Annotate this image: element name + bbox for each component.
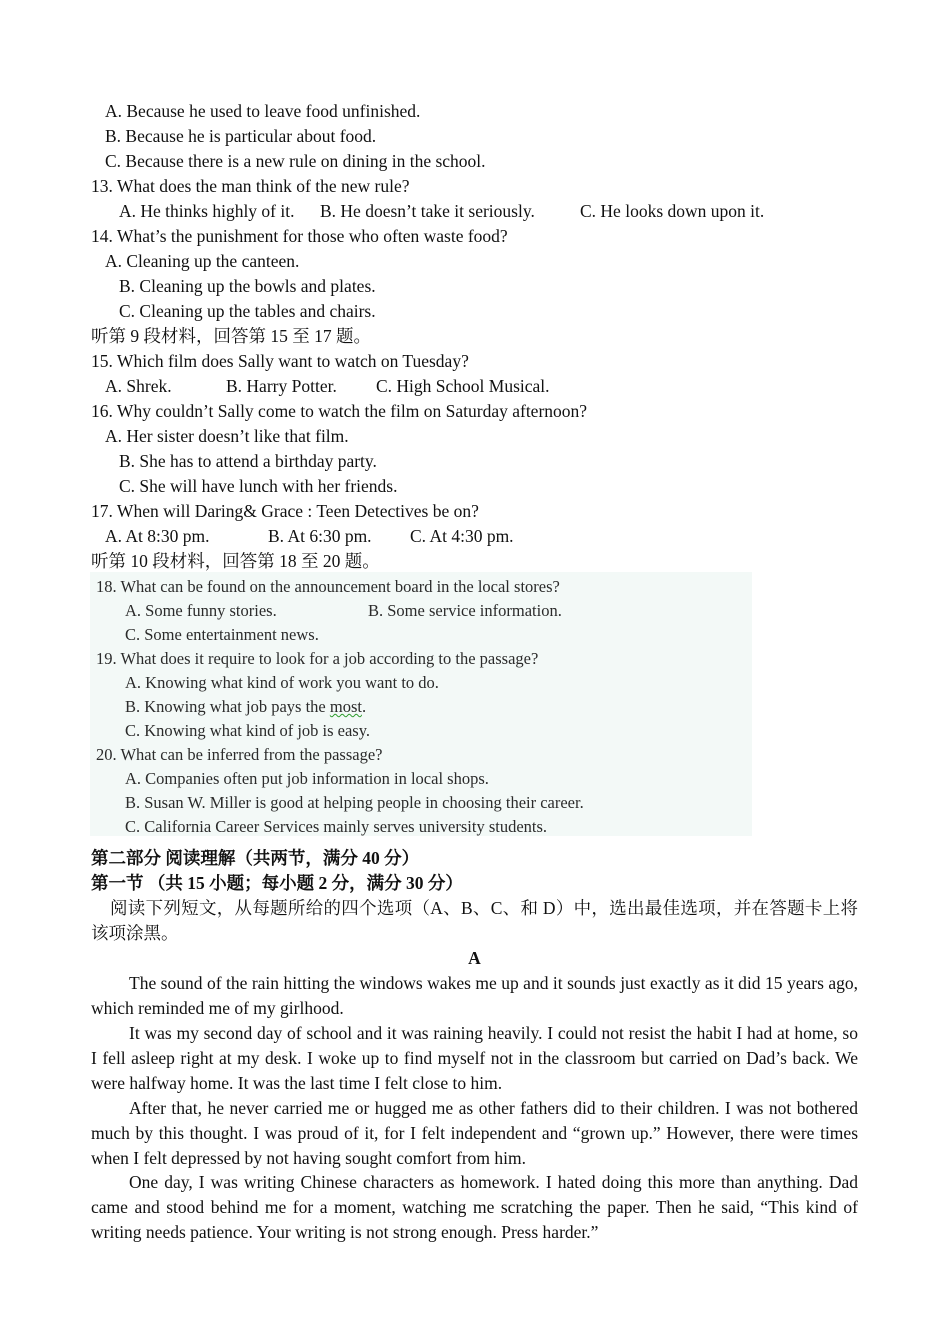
q13-option-c: C. He looks down upon it.: [580, 201, 765, 221]
q15-option-b: B. Harry Potter.: [226, 376, 337, 396]
passage-paragraph-1: The sound of the rain hitting the windows wakes me up and it sounds just exactly as it did 15 years ago, which reminded me of my girlhood.: [91, 973, 858, 1018]
passage-paragraph-4: One day, I was writing Chinese characters as homework. I hated doing this more than anything. Dad came and stood behind me for a moment, watching me scratching the paper. Then he said, “This kind of writing needs patience. Your writing is not strong enough. Press harder.”: [91, 1172, 858, 1242]
q19-option-b: [125, 694, 366, 719]
section-10-instruction: 听第 10 段材料，回答第 18 至 20 题。: [91, 551, 380, 571]
q19-option-b-end: .: [361, 697, 367, 716]
q16-option-a: A. Her sister doesn’t like that film.: [105, 426, 349, 446]
q13-option-a: A. He thinks highly of it.: [119, 201, 295, 221]
passage-paragraph-3: After that, he never carried me or hugged me as other fathers did to their children. I was not bothered much by this thought. I was proud of it, for I felt independent and “grown up.” However, there were times when I felt depressed by not having sought comfort from him.: [91, 1098, 858, 1168]
q12-option-a: A. Because he used to leave food unfinished.: [105, 101, 421, 121]
scanned-questions-image: [90, 572, 752, 836]
q14-option-a: A. Cleaning up the canteen.: [105, 251, 300, 271]
q20-option-c: C. California Career Services mainly serves university students.: [125, 817, 548, 836]
q17-option-c: C. At 4:30 pm.: [410, 526, 514, 546]
q16-option-b: B. She has to attend a birthday party.: [119, 451, 377, 471]
q14-question: 14. What’s the punishment for those who often waste food?: [91, 226, 508, 246]
q20-option-a: A. Companies often put job information in local shops.: [125, 769, 489, 788]
q13-option-b: B. He doesn’t take it seriously.: [320, 201, 535, 221]
section-9-instruction: 听第 9 段材料，回答第 15 至 17 题。: [91, 326, 371, 346]
q19-option-c: C. Knowing what kind of job is easy.: [125, 721, 371, 740]
q14-option-b: B. Cleaning up the bowls and plates.: [119, 276, 376, 296]
part2-instructions: 阅读下列短文，从每题所给的四个选项（A、B、C、和 D）中，选出最佳选项，并在答题卡上将该项涂黑。: [91, 898, 858, 943]
passage-label: A: [468, 948, 481, 968]
q18-question: 18. What can be found on the announcement board in the local stores?: [96, 577, 560, 596]
q19-question: 19. What does it require to look for a job according to the passage?: [96, 649, 539, 668]
q13-question: 13. What does the man think of the new rule?: [91, 176, 410, 196]
q18-option-c: C. Some entertainment news.: [125, 625, 319, 644]
q17-option-a: A. At 8:30 pm.: [105, 526, 210, 546]
q17-question: 17. When will Daring& Grace : Teen Detectives be on?: [91, 501, 479, 521]
passage-paragraph-2: It was my second day of school and it was raining heavily. I could not resist the habit I had at home, so I fell asleep right at my desk. I woke up to find myself not in the classroom but carried on Dad’s back. We were halfway home. It was the last time I felt close to him.: [91, 1023, 858, 1093]
q12-option-b: B. Because he is particular about food.: [105, 126, 377, 146]
q19-option-b-text: B. Knowing what job pays the: [125, 697, 330, 716]
q19-option-b-highlight: most: [329, 697, 362, 716]
q19-option-a: A. Knowing what kind of work you want to do.: [125, 673, 439, 692]
q15-question: 15. Which film does Sally want to watch on Tuesday?: [91, 351, 469, 371]
q15-option-c: C. High School Musical.: [376, 376, 550, 396]
q18-option-a: A. Some funny stories.: [125, 601, 277, 620]
q20-question: 20. What can be inferred from the passage?: [96, 745, 383, 764]
part2-section1-title: 第一节 （共 15 小题；每小题 2 分，满分 30 分）: [91, 873, 463, 893]
q12-option-c: C. Because there is a new rule on dining in the school.: [105, 151, 486, 171]
q17-option-b: B. At 6:30 pm.: [268, 526, 372, 546]
q16-option-c: C. She will have lunch with her friends.: [119, 476, 398, 496]
q18-option-b: B. Some service information.: [368, 601, 562, 620]
q20-option-b: B. Susan W. Miller is good at helping people in choosing their career.: [125, 793, 584, 812]
part2-title: 第二部分 阅读理解（共两节，满分 40 分）: [91, 848, 420, 868]
q16-question: 16. Why couldn’t Sally come to watch the film on Saturday afternoon?: [91, 401, 588, 421]
q15-option-a: A. Shrek.: [105, 376, 172, 396]
q14-option-c: C. Cleaning up the tables and chairs.: [119, 301, 376, 321]
